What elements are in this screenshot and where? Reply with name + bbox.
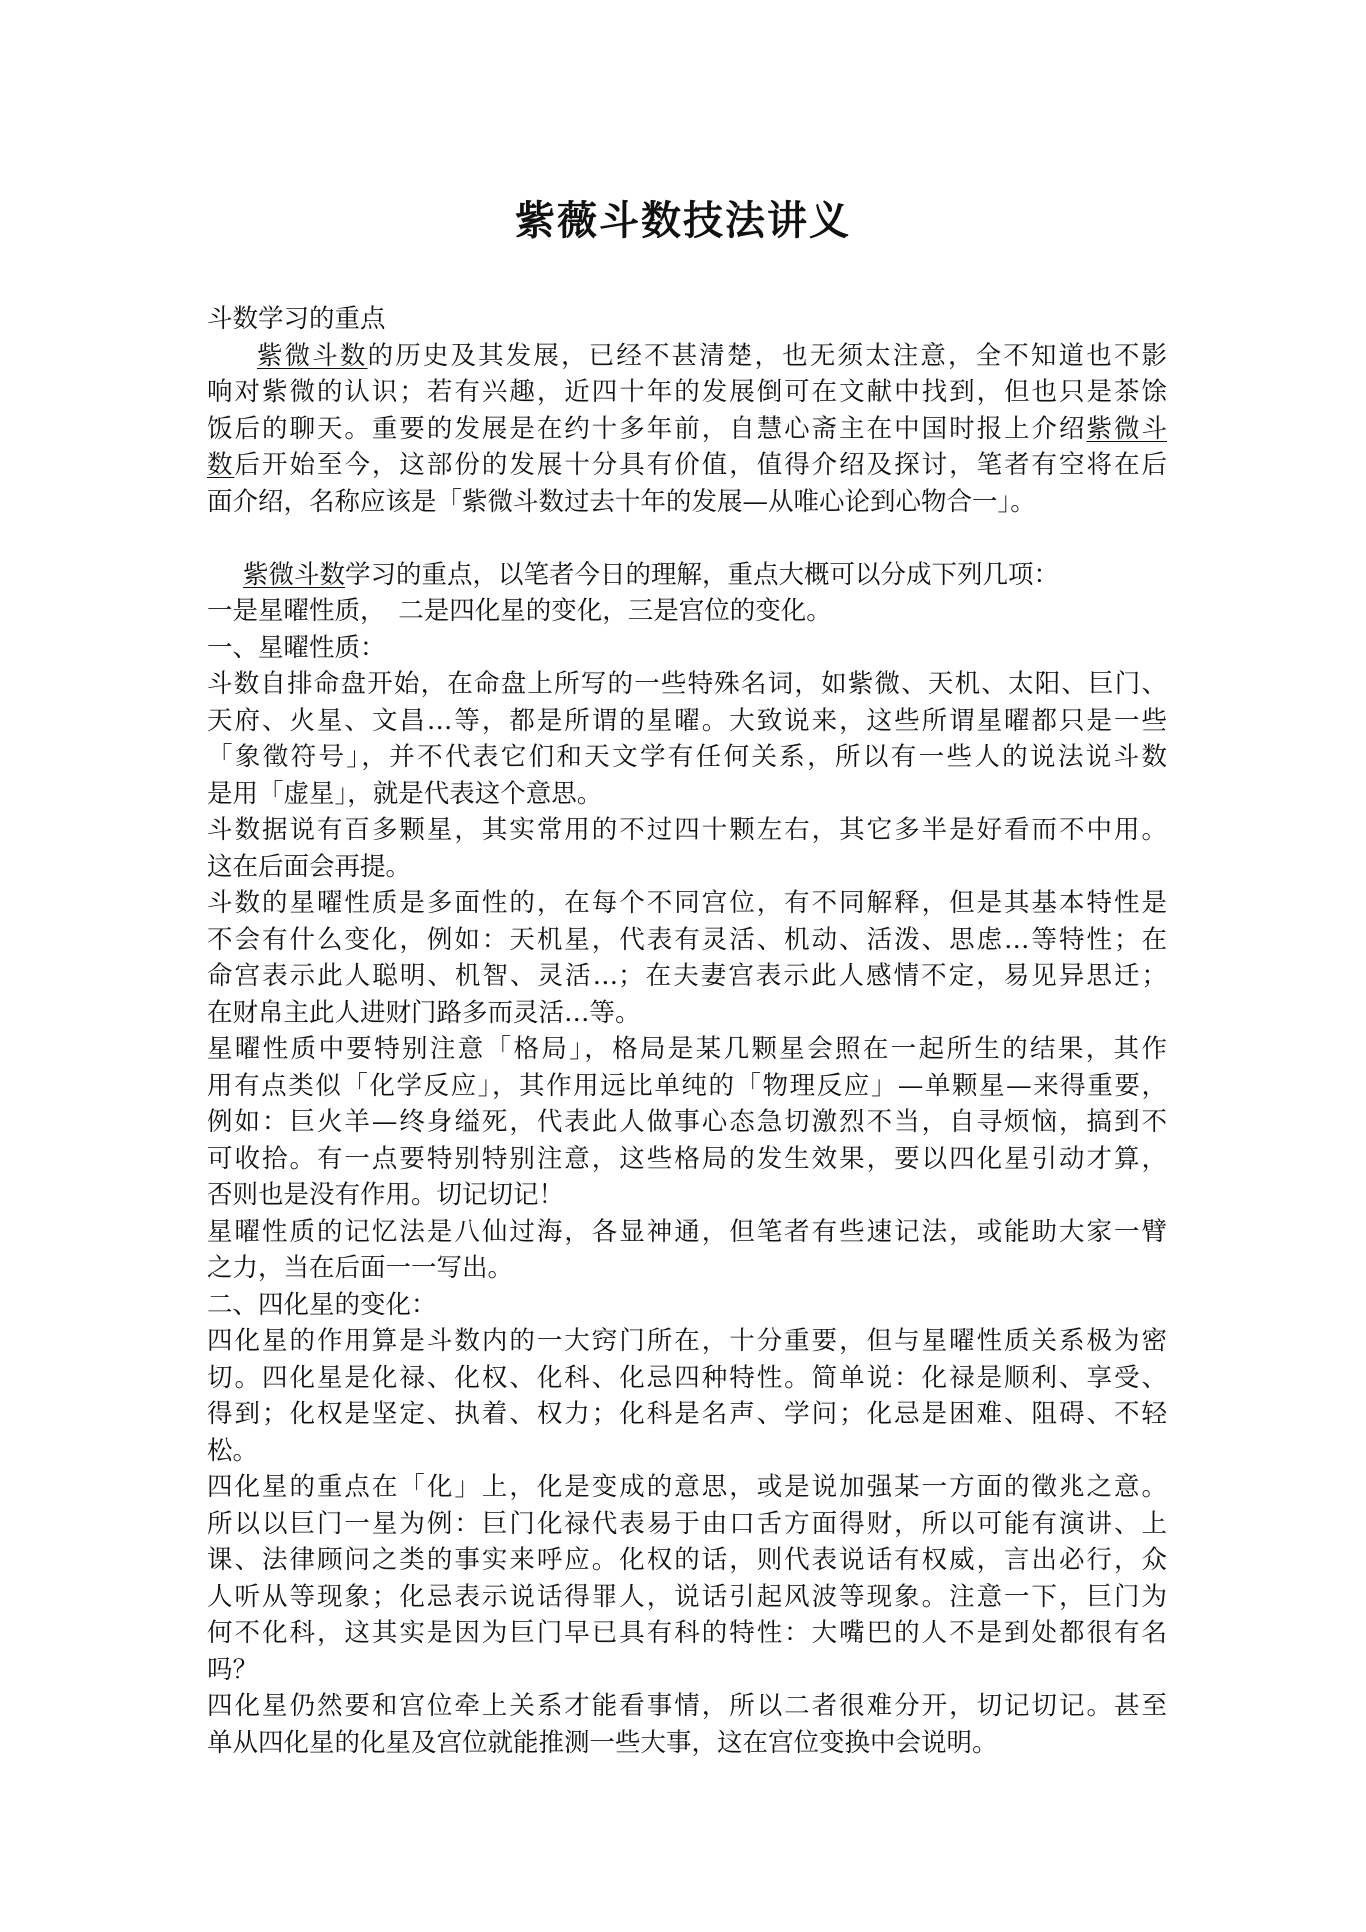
paragraph-line: 星曜性质的记忆法是八仙过海，各显神通，但笔者有些速记法，或能助大家一臂 <box>207 1216 1167 1247</box>
underlined-term: 紫微斗数 <box>243 559 346 590</box>
paragraph-line: 紫微斗数学习的重点，以笔者今日的理解，重点大概可以分成下列几项： <box>243 559 1060 590</box>
paragraph-line: 斗数据说有百多颗星，其实常用的不过四十颗左右，其它多半是好看而不中用。 <box>207 815 1167 845</box>
paragraph-line: 天府、火星、文昌…等，都是所谓的星曜。大致说来，这些所谓星曜都只是一些 <box>207 705 1167 736</box>
paragraph-line: 松。 <box>207 1435 259 1466</box>
paragraph-line: 人听从等现象；化忌表示说话得罪人，说话引起风波等现象。注意一下，巨门为 <box>207 1581 1167 1612</box>
paragraph-line: 之力，当在后面一一写出。 <box>207 1253 514 1283</box>
paragraph-line: 可收拾。有一点要特别特别注意，这些格局的发生效果，要以四化星引动才算， <box>207 1143 1167 1174</box>
paragraph-line: 用有点类似「化学反应」，其作用远比单纯的「物理反应」—单颗星—来得重要， <box>207 1070 1167 1101</box>
paragraph-line: 四化星仍然要和宫位牵上关系才能看事情，所以二者很难分开，切记切记。甚至 <box>207 1691 1167 1721</box>
blank-line <box>207 520 1167 557</box>
paragraph-line: 在财帛主此人进财门路多而灵活…等。 <box>207 997 641 1028</box>
paragraph-line: 命宫表示此人聪明、机智、灵活…；在夫妻宫表示此人感情不定，易见异思迁； <box>207 961 1167 991</box>
paragraph-line: 一是星曜性质， 二是四化星的变化，三是宫位的变化。 <box>207 596 832 626</box>
paragraph-line: 面介绍，名称应该是「紫微斗数过去十年的发展—从唯心论到心物合一」。 <box>207 486 1036 517</box>
paragraph-line: 数后开始至今，这部份的发展十分具有价值，值得介绍及探讨，笔者有空将在后 <box>207 450 1167 480</box>
document-title: 紫薇斗数技法讲义 <box>515 198 851 244</box>
paragraph-line: 得到；化权是坚定、执着、权力；化科是名声、学问；化忌是困难、阻碍、不轻 <box>207 1399 1167 1429</box>
paragraph-line: 斗数自排命盘开始，在命盘上所写的一些特殊名词，如紫微、天机、太阳、巨门、 <box>207 669 1167 699</box>
paragraph-line: 是用「虚星」，就是代表这个意思。 <box>207 778 603 809</box>
underlined-term: 紫微斗数 <box>257 340 368 371</box>
paragraph-line: 例如：巨火羊—终身缢死，代表此人做事心态急切激烈不当，自寻烦恼，搞到不 <box>207 1107 1167 1137</box>
paragraph-line: 紫微斗数的历史及其发展，已经不甚清楚，也无须太注意，全不知道也不影 <box>257 340 1167 371</box>
paragraph-line: 这在后面会再提。 <box>207 851 412 882</box>
section-heading-star-properties: 一、星曜性质： <box>207 632 386 663</box>
paragraph-line: 斗数的星曜性质是多面性的，在每个不同宫位，有不同解释，但是其基本特性是 <box>207 888 1167 918</box>
paragraph-line: 否则也是没有作用。切记切记！ <box>207 1180 565 1210</box>
paragraph-line: 星曜性质中要特别注意「格局」，格局是某几颗星会照在一起所生的结果，其作 <box>207 1034 1167 1064</box>
paragraph-line: 单从四化星的化星及宫位就能推测一些大事，这在宫位变换中会说明。 <box>207 1727 998 1758</box>
paragraph-line: 四化星的重点在「化」上，化是变成的意思，或是说加强某一方面的徵兆之意。 <box>207 1472 1167 1502</box>
underlined-term: 紫微斗 <box>1086 413 1167 444</box>
paragraph-line: 切。四化星是化禄、化权、化科、化忌四种特性。简单说：化禄是顺利、享受、 <box>207 1362 1167 1393</box>
underlined-term: 数 <box>207 450 235 480</box>
paragraph-line: 吗？ <box>207 1654 259 1685</box>
section-heading-four-transformations: 二、四化星的变化： <box>207 1289 437 1320</box>
paragraph-line: 不会有什么变化，例如：天机星，代表有灵活、机动、活泼、思虑…等特性；在 <box>207 924 1167 955</box>
paragraph-line: 响对紫微的认识；若有兴趣，近四十年的发展倒可在文献中找到，但也只是茶馀 <box>207 377 1167 407</box>
paragraph-line: 所以以巨门一星为例：巨门化禄代表易于由口舌方面得财，所以可能有演讲、上 <box>207 1508 1167 1539</box>
paragraph-line: 课、法律顾问之类的事实来呼应。化权的话，则代表说话有权威，言出必行，众 <box>207 1545 1167 1575</box>
document-body <box>207 301 1167 1761</box>
paragraph-line: 四化星的作用算是斗数内的一大窍门所在，十分重要，但与星曜性质关系极为密 <box>207 1326 1167 1356</box>
section-heading-study-focus: 斗数学习的重点 <box>207 304 386 334</box>
paragraph-line: 「象徵符号」，并不代表它们和天文学有任何关系，所以有一些人的说法说斗数 <box>207 742 1167 772</box>
paragraph-line: 何不化科，这其实是因为巨门早已具有科的特性：大嘴巴的人不是到处都很有名 <box>207 1618 1167 1648</box>
paragraph-line: 饭后的聊天。重要的发展是在约十多年前，自慧心斋主在中国时报上介绍紫微斗 <box>207 413 1167 444</box>
